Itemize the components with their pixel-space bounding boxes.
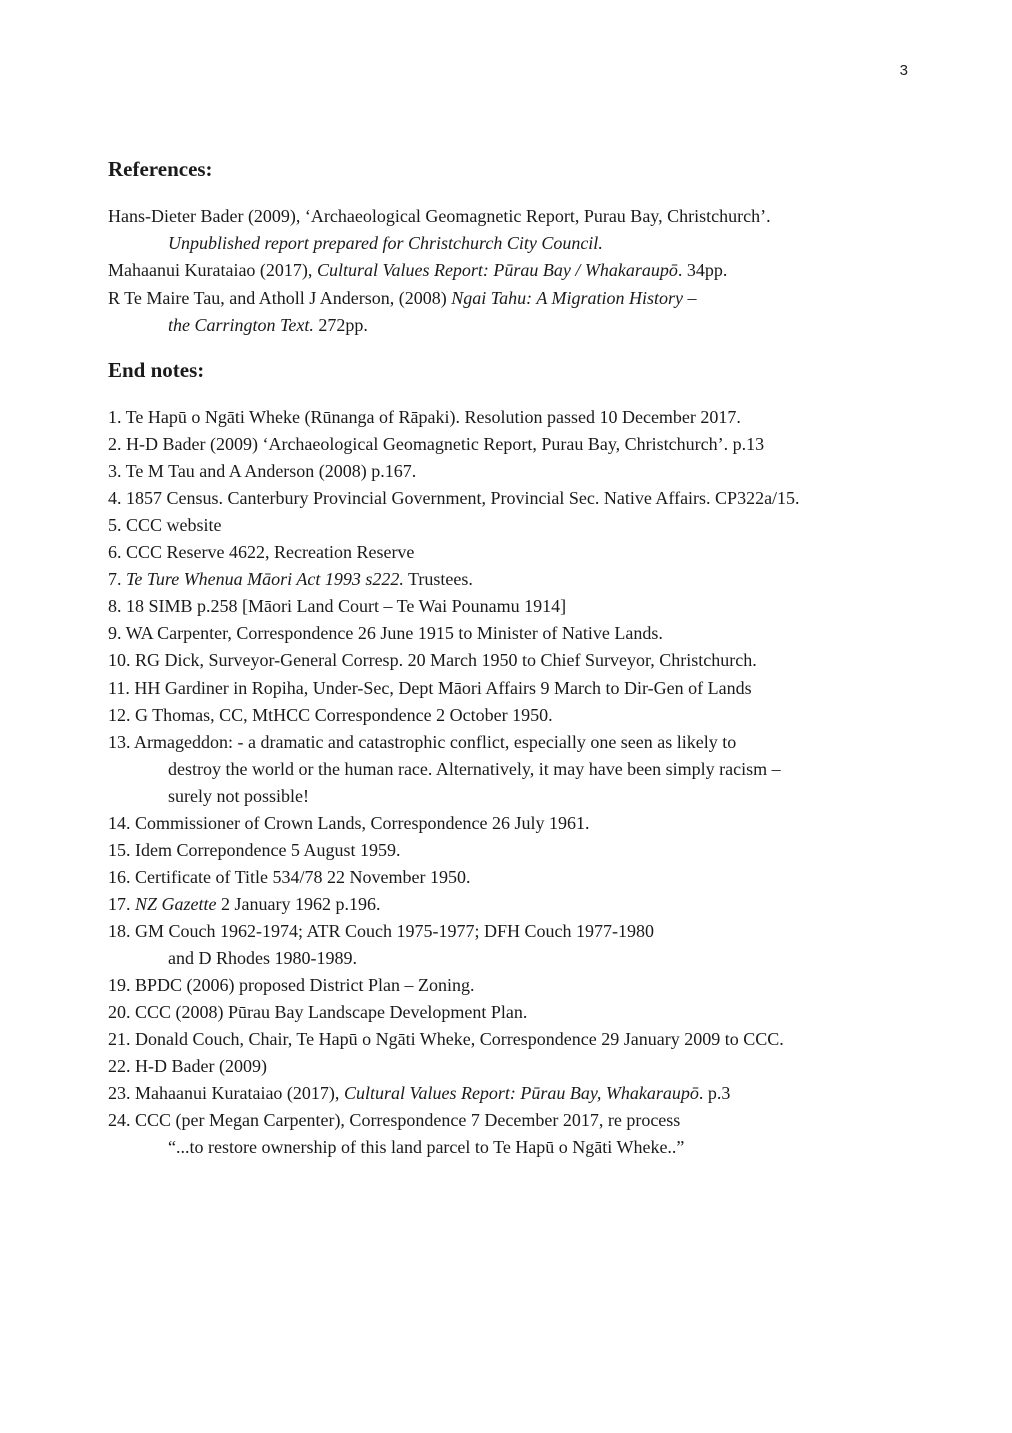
text-run: and D Rhodes 1980-1989. [168, 948, 357, 968]
italic-text: NZ Gazette [135, 893, 217, 914]
italic-text: Te Ture Whenua Māori Act 1993 s222. [126, 569, 404, 590]
text-run: 272pp. [313, 314, 368, 335]
text-run: 8. 18 SIMB p.258 [Māori Land Court – Te Wai Pounamu 1914] [108, 596, 567, 617]
endnote-item [108, 839, 400, 861]
text-run: 9. WA Carpenter, Correspondence 26 June 1915 to Minister of Native Lands. [108, 623, 663, 644]
text-run: 19. BPDC (2006) proposed District Plan – Zoning. [108, 975, 475, 996]
text-run: 22. H-D Bader (2009) [108, 1056, 267, 1077]
endnote-item [108, 649, 757, 671]
references-heading: References: [108, 157, 213, 181]
text-run: 16. Certificate of Title 534/78 22 November 1950. [108, 866, 471, 887]
text-run: 18. GM Couch 1962-1974; ATR Couch 1975-1977; DFH Couch 1977-1980 [108, 920, 654, 941]
endnote-item [108, 433, 764, 455]
text-run: 13. Armageddon: - a dramatic and catastrophic conflict, especially one seen as likely to [108, 731, 737, 752]
endnote-item-continuation [168, 758, 781, 780]
text-run: Hans-Dieter Bader (2009), ‘Archaeological Geomagnetic Report, Purau Bay, Christchurch’. [108, 206, 771, 226]
endnotes-heading: End notes: [108, 358, 205, 382]
text-run: . p.3 [698, 1083, 731, 1104]
endnote-item [108, 812, 589, 834]
endnote-item-continuation [168, 947, 357, 969]
endnote-item [108, 704, 553, 726]
text-run: destroy the world or the human race. Alternatively, it may have been simply racism – [168, 758, 781, 779]
italic-text: Ngai Tahu: A Migration History – [451, 287, 697, 308]
text-run: Mahaanui Kurataiao (2017), [108, 260, 317, 281]
endnote-item [108, 866, 470, 888]
text-run: 10. RG Dick, Surveyor-General Corresp. 20 March 1950 to Chief Surveyor, Christchurch. [108, 650, 757, 671]
text-run: 6. CCC Reserve 4622, Recreation Reserve [108, 542, 415, 563]
reference-entry [108, 205, 771, 227]
reference-entry-continuation [168, 314, 368, 336]
text-run: 15. Idem Correpondence 5 August 1959. [108, 839, 401, 860]
reference-entry [108, 259, 727, 281]
endnote-item-continuation [168, 785, 309, 807]
endnote-item [108, 893, 381, 915]
text-run: 2. H-D Bader (2009) ‘Archaeological Geomagnetic Report, Purau Bay, Christchurch’. p.13 [108, 434, 765, 455]
text-run: R Te Maire Tau, and Atholl J Anderson, (2008) [108, 287, 452, 308]
text-run: 24. CCC (per Megan Carpenter), Correspondence 7 December 2017, re process [108, 1110, 681, 1131]
endnote-item-continuation [168, 1136, 684, 1158]
text-run: 2 January 1962 p.196. [216, 893, 381, 914]
text-run: 11. HH Gardiner in Ropiha, Under-Sec, Dept Māori Affairs 9 March to Dir-Gen of Lands [108, 677, 752, 698]
endnote-item [108, 1028, 784, 1050]
text-run: Trustees. [403, 569, 473, 590]
endnote-item [108, 622, 663, 644]
text-run: 21. Donald Couch, Chair, Te Hapū o Ngāti Wheke, Correspondence 29 January 2009 to CCC. [108, 1029, 784, 1050]
text-run: 23. Mahaanui Kurataiao (2017), [108, 1083, 344, 1104]
endnote-item [108, 460, 416, 482]
endnote-item [108, 541, 414, 563]
endnote-item [108, 1082, 730, 1104]
text-run: 17. [108, 893, 135, 914]
endnote-item [108, 920, 654, 942]
italic-text: the Carrington Text. [168, 314, 314, 335]
text-run: 20. CCC (2008) Pūrau Bay Landscape Development Plan. [108, 1002, 528, 1023]
endnote-item [108, 1055, 267, 1077]
endnote-item [108, 1001, 527, 1023]
endnote-item [108, 1109, 680, 1131]
endnote-item [108, 731, 736, 753]
endnote-item [108, 974, 475, 996]
reference-entry-continuation [168, 232, 603, 254]
italic-text: Cultural Values Report: Pūrau Bay / Whakaraupō [316, 260, 678, 281]
endnote-item [108, 514, 222, 536]
text-run: 12. G Thomas, CC, MtHCC Correspondence 2 October 1950. [108, 704, 553, 725]
text-run: 1. Te Hapū o Ngāti Wheke (Rūnanga of Rāpaki). Resolution passed 10 December 2017. [108, 407, 741, 427]
endnote-item [108, 568, 473, 590]
endnote-item [108, 487, 800, 509]
text-run: “...to restore ownership of this land parcel to Te Hapū o Ngāti Wheke..” [168, 1137, 685, 1158]
italic-text: Unpublished report prepared for Christchurch City Council. [168, 233, 603, 254]
text-run: 5. CCC website [108, 515, 222, 536]
endnote-item [108, 677, 752, 699]
reference-entry [108, 287, 697, 309]
endnote-item [108, 595, 566, 617]
text-run: . 34pp. [677, 260, 728, 281]
italic-text: Cultural Values Report: Pūrau Bay, Whakaraupō [343, 1083, 699, 1104]
endnote-item [108, 406, 741, 428]
text-run: 4. 1857 Census. Canterbury Provincial Government, Provincial Sec. Native Affairs. CP322a/15. [108, 488, 800, 509]
text-run: 7. [108, 569, 126, 590]
text-run: surely not possible! [168, 785, 309, 806]
text-run: 14. Commissioner of Crown Lands, Correspondence 26 July 1961. [108, 812, 590, 833]
text-run: 3. Te M Tau and A Anderson (2008) p.167. [108, 461, 417, 482]
page-number: 3 [899, 62, 908, 79]
